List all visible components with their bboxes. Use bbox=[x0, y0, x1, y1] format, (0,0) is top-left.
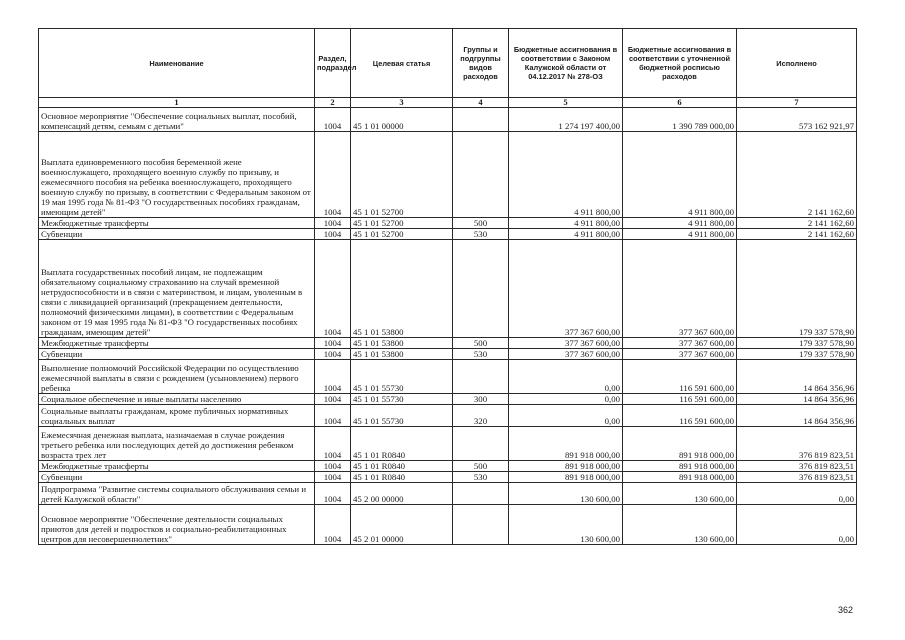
table-cell-budget-law: 4 911 800,00 bbox=[509, 229, 623, 240]
column-number: 2 bbox=[315, 98, 351, 108]
table-cell-expense-group bbox=[453, 360, 509, 394]
table-cell-section: 1004 bbox=[315, 360, 351, 394]
table-cell-budget-adjusted: 116 591 600,00 bbox=[623, 394, 737, 405]
table-row bbox=[39, 108, 857, 132]
table-cell-budget-law: 0,00 bbox=[509, 405, 623, 427]
table-cell-target-article: 45 1 01 00000 bbox=[351, 108, 453, 132]
table-row bbox=[39, 483, 857, 505]
table-cell-name: Выполнение полномочий Российской Федерации по осуществлению ежемесячной выплаты в связи с рождением (усыновлением) первого ребенка bbox=[39, 360, 315, 394]
header-expense-group: Группы и подгруппы видов расходов bbox=[453, 29, 509, 98]
table-cell-expense-group: 500 bbox=[453, 218, 509, 229]
table-cell-target-article: 45 1 01 R0840 bbox=[351, 461, 453, 472]
table-cell-executed: 0,00 bbox=[737, 505, 857, 545]
table-cell-budget-adjusted: 116 591 600,00 bbox=[623, 360, 737, 394]
table-cell-target-article: 45 1 01 53800 bbox=[351, 338, 453, 349]
table-cell-budget-adjusted: 891 918 000,00 bbox=[623, 472, 737, 483]
table-cell-budget-adjusted: 116 591 600,00 bbox=[623, 405, 737, 427]
table-cell-budget-adjusted: 377 367 600,00 bbox=[623, 338, 737, 349]
table-cell-name: Субвенции bbox=[39, 472, 315, 483]
table-cell-name: Межбюджетные трансферты bbox=[39, 218, 315, 229]
table-cell-executed: 573 162 921,97 bbox=[737, 108, 857, 132]
table-cell-executed: 376 819 823,51 bbox=[737, 461, 857, 472]
table-cell-target-article: 45 1 01 52700 bbox=[351, 229, 453, 240]
table-row bbox=[39, 132, 857, 218]
table-cell-executed: 14 864 356,96 bbox=[737, 405, 857, 427]
table-body bbox=[39, 98, 857, 545]
table-cell-executed: 14 864 356,96 bbox=[737, 360, 857, 394]
table-cell-target-article: 45 1 01 55730 bbox=[351, 360, 453, 394]
table-cell-budget-law: 377 367 600,00 bbox=[509, 349, 623, 360]
table-cell-budget-law: 0,00 bbox=[509, 360, 623, 394]
column-number: 6 bbox=[623, 98, 737, 108]
table-cell-section: 1004 bbox=[315, 108, 351, 132]
column-number: 5 bbox=[509, 98, 623, 108]
table-cell-budget-law: 891 918 000,00 bbox=[509, 461, 623, 472]
table-cell-target-article: 45 1 01 53800 bbox=[351, 349, 453, 360]
header-budget-law: Бюджетные ассигнования в соответствии с Законом Калужской области от 04.12.2017 № 278-ОЗ bbox=[509, 29, 623, 98]
table-cell-name: Выплата государственных пособий лицам, не подлежащим обязательному социальному страхованию на случай временной нетрудоспособности и в связи с материнством, и лицам, уволенным в связи с ликвидацией организаций (прекращением деятельности, полномочий физическими лицами), в соответствии с Федеральным законом от 19 мая 1995 года № 81-ФЗ "О государственных пособиях гражданам, имеющим детей" bbox=[39, 240, 315, 338]
column-number-row bbox=[39, 98, 857, 108]
table-cell-expense-group: 530 bbox=[453, 229, 509, 240]
table-row bbox=[39, 427, 857, 461]
table-row bbox=[39, 505, 857, 545]
table-row bbox=[39, 240, 857, 338]
table-cell-section: 1004 bbox=[315, 132, 351, 218]
table-cell-expense-group bbox=[453, 483, 509, 505]
table-cell-expense-group: 500 bbox=[453, 338, 509, 349]
table-row bbox=[39, 472, 857, 483]
table-cell-budget-adjusted: 4 911 800,00 bbox=[623, 132, 737, 218]
table-cell-executed: 2 141 162,60 bbox=[737, 218, 857, 229]
table-cell-name: Субвенции bbox=[39, 349, 315, 360]
table-row bbox=[39, 360, 857, 394]
table-cell-target-article: 45 1 01 53800 bbox=[351, 240, 453, 338]
table-row bbox=[39, 461, 857, 472]
header-executed: Исполнено bbox=[737, 29, 857, 98]
column-number: 1 bbox=[39, 98, 315, 108]
header-target-article: Целевая статья bbox=[351, 29, 453, 98]
table-cell-target-article: 45 1 01 52700 bbox=[351, 132, 453, 218]
table-cell-expense-group bbox=[453, 427, 509, 461]
table-cell-name: Подпрограмма "Развитие системы социального обслуживания семьи и детей Калужской области" bbox=[39, 483, 315, 505]
table-cell-name: Межбюджетные трансферты bbox=[39, 461, 315, 472]
table-cell-name: Социальные выплаты гражданам, кроме публичных нормативных социальных выплат bbox=[39, 405, 315, 427]
table-cell-expense-group bbox=[453, 108, 509, 132]
table-header-row bbox=[39, 29, 857, 98]
table-cell-name: Основное мероприятие "Обеспечение деятельности социальных приютов для детей и подростков и социально-реабилитационных центров для несовершеннолетних" bbox=[39, 505, 315, 545]
table-cell-name: Основное мероприятие "Обеспечение социальных выплат, пособий, компенсаций детям, семьям с детьми" bbox=[39, 108, 315, 132]
table-cell-budget-adjusted: 4 911 800,00 bbox=[623, 218, 737, 229]
table-cell-expense-group bbox=[453, 240, 509, 338]
table-cell-executed: 2 141 162,60 bbox=[737, 132, 857, 218]
column-number: 7 bbox=[737, 98, 857, 108]
table-cell-budget-law: 0,00 bbox=[509, 394, 623, 405]
table-cell-expense-group: 320 bbox=[453, 405, 509, 427]
table-cell-budget-adjusted: 891 918 000,00 bbox=[623, 427, 737, 461]
table-cell-name: Ежемесячная денежная выплата, назначаемая в случае рождения третьего ребенка или последующих детей до достижения ребенком возраста трех лет bbox=[39, 427, 315, 461]
table-cell-executed: 179 337 578,90 bbox=[737, 240, 857, 338]
table-cell-section: 1004 bbox=[315, 505, 351, 545]
table-cell-name: Социальное обеспечение и иные выплаты населению bbox=[39, 394, 315, 405]
column-number: 3 bbox=[351, 98, 453, 108]
table-cell-section: 1004 bbox=[315, 427, 351, 461]
table-cell-target-article: 45 1 01 52700 bbox=[351, 218, 453, 229]
table-cell-executed: 179 337 578,90 bbox=[737, 338, 857, 349]
header-section: Раздел, подраздел bbox=[315, 29, 351, 98]
table-cell-budget-law: 130 600,00 bbox=[509, 505, 623, 545]
table-cell-section: 1004 bbox=[315, 240, 351, 338]
table-cell-expense-group bbox=[453, 132, 509, 218]
table-cell-section: 1004 bbox=[315, 338, 351, 349]
table-cell-budget-adjusted: 130 600,00 bbox=[623, 483, 737, 505]
table-cell-budget-law: 4 911 800,00 bbox=[509, 132, 623, 218]
table-cell-executed: 376 819 823,51 bbox=[737, 427, 857, 461]
table-row bbox=[39, 338, 857, 349]
table-cell-budget-adjusted: 377 367 600,00 bbox=[623, 349, 737, 360]
table-cell-budget-adjusted: 130 600,00 bbox=[623, 505, 737, 545]
table-cell-target-article: 45 2 01 00000 bbox=[351, 505, 453, 545]
table-row bbox=[39, 229, 857, 240]
table-cell-target-article: 45 1 01 55730 bbox=[351, 394, 453, 405]
column-number: 4 bbox=[453, 98, 509, 108]
table-row bbox=[39, 218, 857, 229]
table-cell-expense-group: 530 bbox=[453, 472, 509, 483]
table-cell-budget-adjusted: 377 367 600,00 bbox=[623, 240, 737, 338]
table-cell-name: Субвенции bbox=[39, 229, 315, 240]
table-cell-section: 1004 bbox=[315, 229, 351, 240]
header-budget-adjusted: Бюджетные ассигнования в соответствии с уточненной бюджетной росписью расходов bbox=[623, 29, 737, 98]
table-cell-section: 1004 bbox=[315, 483, 351, 505]
table-cell-budget-law: 377 367 600,00 bbox=[509, 338, 623, 349]
table-cell-section: 1004 bbox=[315, 218, 351, 229]
table-row bbox=[39, 405, 857, 427]
table-cell-section: 1004 bbox=[315, 394, 351, 405]
table-cell-section: 1004 bbox=[315, 461, 351, 472]
table-cell-budget-law: 1 274 197 400,00 bbox=[509, 108, 623, 132]
table-row bbox=[39, 349, 857, 360]
table-cell-expense-group: 500 bbox=[453, 461, 509, 472]
table-cell-section: 1004 bbox=[315, 349, 351, 360]
table-cell-budget-adjusted: 4 911 800,00 bbox=[623, 229, 737, 240]
table-cell-name: Выплата единовременного пособия беременной жене военнослужащего, проходящего военную службу по призыву, и ежемесячного пособия на ребенка военнослужащего, проходящего военную службу по призыву, в соответствии с Федеральным законом от 19 мая 1995 года № 81-ФЗ "О государственных пособиях гражданам, имеющим детей" bbox=[39, 132, 315, 218]
table-cell-expense-group: 530 bbox=[453, 349, 509, 360]
table-cell-expense-group: 300 bbox=[453, 394, 509, 405]
table-cell-executed: 14 864 356,96 bbox=[737, 394, 857, 405]
table-cell-budget-adjusted: 891 918 000,00 bbox=[623, 461, 737, 472]
table-cell-target-article: 45 1 01 R0840 bbox=[351, 472, 453, 483]
table-cell-budget-law: 377 367 600,00 bbox=[509, 240, 623, 338]
page-number: 362 bbox=[838, 605, 854, 615]
table-cell-executed: 376 819 823,51 bbox=[737, 472, 857, 483]
table-cell-target-article: 45 1 01 55730 bbox=[351, 405, 453, 427]
table-cell-budget-law: 891 918 000,00 bbox=[509, 472, 623, 483]
table-cell-section: 1004 bbox=[315, 472, 351, 483]
table-cell-budget-law: 891 918 000,00 bbox=[509, 427, 623, 461]
table-cell-executed: 0,00 bbox=[737, 483, 857, 505]
table-cell-executed: 179 337 578,90 bbox=[737, 349, 857, 360]
table-cell-target-article: 45 2 00 00000 bbox=[351, 483, 453, 505]
table-cell-budget-law: 130 600,00 bbox=[509, 483, 623, 505]
header-name: Наименование bbox=[39, 29, 315, 98]
budget-table bbox=[38, 28, 857, 545]
table-cell-section: 1004 bbox=[315, 405, 351, 427]
table-cell-name: Межбюджетные трансферты bbox=[39, 338, 315, 349]
table-cell-budget-adjusted: 1 390 789 000,00 bbox=[623, 108, 737, 132]
table-cell-executed: 2 141 162,60 bbox=[737, 229, 857, 240]
table-cell-budget-law: 4 911 800,00 bbox=[509, 218, 623, 229]
table-cell-target-article: 45 1 01 R0840 bbox=[351, 427, 453, 461]
table-row bbox=[39, 394, 857, 405]
table-cell-expense-group bbox=[453, 505, 509, 545]
